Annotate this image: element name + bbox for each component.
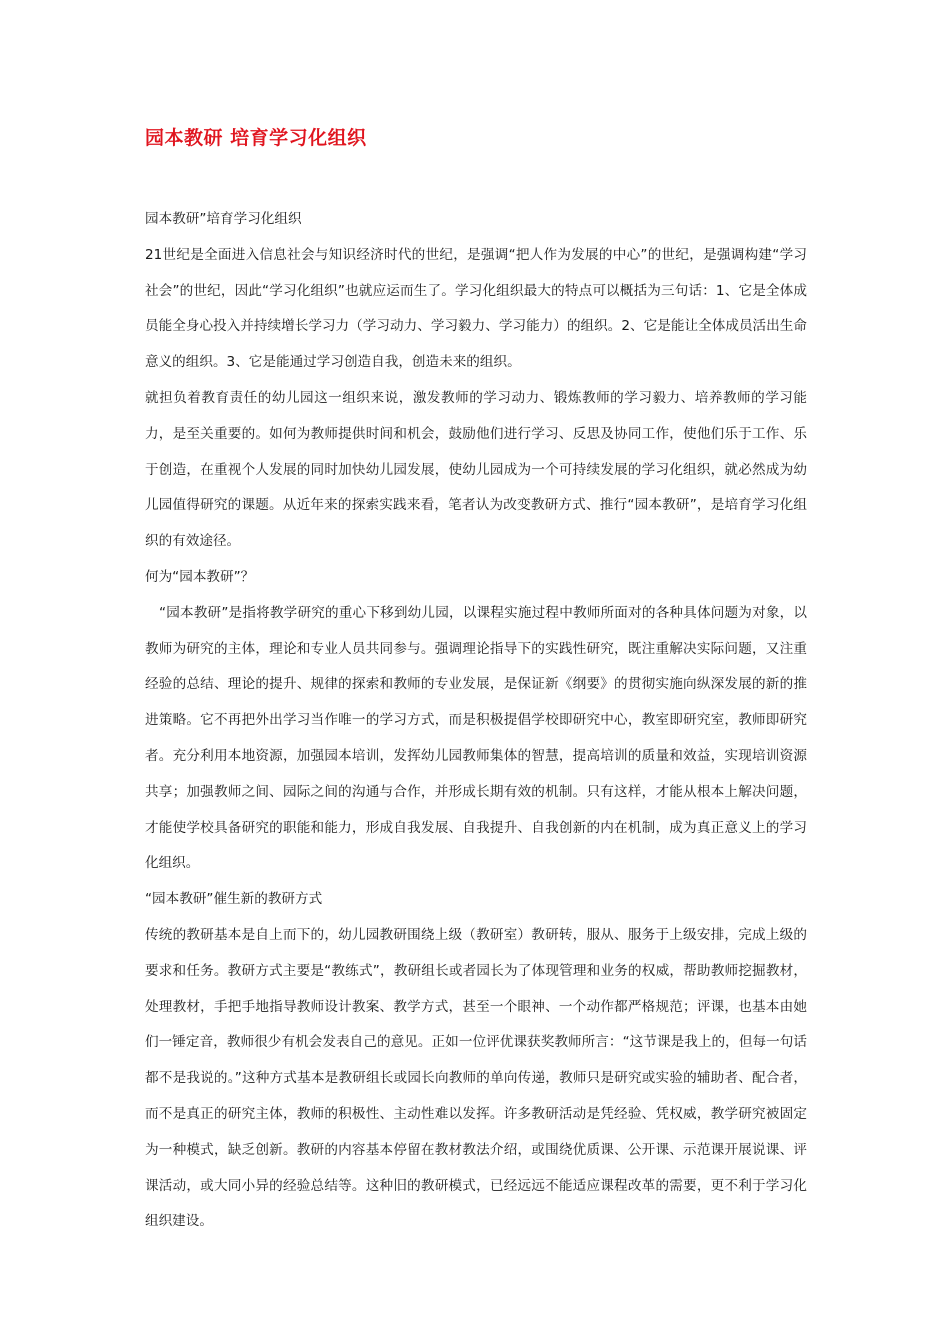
intro-paragraph: 21世纪是全面进入信息社会与知识经济时代的世纪，是强调“把人作为发展的中心”的世纪，是强调构建“学习社会”的世纪，因此“学习化组织”也就应运而生了。学习化组织最大的特点可以概括为三句话：1、它是全体成员能全身心投入并持续增长学习力（学习动力、学习毅力、学习能力）的组织。2、它是能让全体成员活出生命意义的组织。3、它是能通过学习创造自我，创造未来的组织。 bbox=[145, 246, 807, 371]
definition-paragraph: “园本教研”是指将教学研究的重心下移到幼儿园，以课程实施过程中教师所面对的各种具体问题为对象，以教师为研究的主体，理论和专业人员共同参与。强调理论指导下的实践性研究，既注重解决实际问题，又注重经验的总结、理论的提升、规律的探索和教师的专业发展，是保证新《纲要》的贯彻实施向纵深发展的新的推进策略。它不再把外出学习当作唯一的学习方式，而是积极提倡学校即研究中心，教室即研究室，教师即研究者。充分利用本地资源，加强园本培训，发挥幼儿园教师集体的智慧，提高培训的质量和效益，实现培训资源共享；加强教师之间、园际之间的沟通与合作，并形成长期有效的机制。只有这样，才能从根本上解决问题，才能使学校具备研究的职能和能力，形成自我发展、自我提升、自我创新的内在机制，成为真正意义上的学习化组织。 bbox=[145, 604, 807, 872]
section-heading-new-methods: “园本教研”催生新的教研方式 bbox=[145, 891, 323, 908]
subtitle-paragraph: 园本教研”培育学习化组织 bbox=[145, 211, 302, 227]
kindergarten-paragraph: 就担负着教育责任的幼儿园这一组织来说，激发教师的学习动力、锻炼教师的学习毅力、培养教师的学习能力，是至关重要的。如何为教师提供时间和机会，鼓励他们进行学习、反思及协同工作，使他们乐于工作、乐于创造，在重视个人发展的同时加快幼儿园发展，使幼儿园成为一个可持续发展的学习化组织，就必然成为幼儿园值得研究的课题。从近年来的探索实践来看，笔者认为改变教研方式、推行“园本教研”，是培育学习化组织的有效途径。 bbox=[145, 389, 807, 550]
section-heading-what-is: 何为“园本教研”？ bbox=[145, 568, 255, 585]
traditional-paragraph: 传统的教研基本是自上而下的，幼儿园教研围绕上级（教研室）教研转，服从、服务于上级安排，完成上级的要求和任务。教研方式主要是“教练式”，教研组长或者园长为了体现管理和业务的权威，帮助教师挖掘教材，处理教材，手把手地指导教师设计教案、教学方式，甚至一个眼神、一个动作都严格规范；评课，也基本由她们一锤定音，教师很少有机会发表自己的意见。正如一位评优课获奖教师所言：“这节课是我上的，但每一句话都不是我说的。”这种方式基本是教研组长或园长向教师的单向传递，教师只是研究或实验的辅助者、配合者，而不是真正的研究主体，教师的积极性、主动性难以发挥。许多教研活动是凭经验、凭权威，教学研究被固定为一种模式，缺乏创新。教研的内容基本停留在教材教法介绍，或围绕优质课、公开课、示范课开展说课、评课活动，或大同小异的经验总结等。这种旧的教研模式，已经远远不能适应课程改革的需要，更不利于学习化组织建设。 bbox=[145, 926, 807, 1230]
document-title: 园本教研 培育学习化组织 bbox=[145, 127, 367, 149]
document-body bbox=[145, 202, 807, 1240]
